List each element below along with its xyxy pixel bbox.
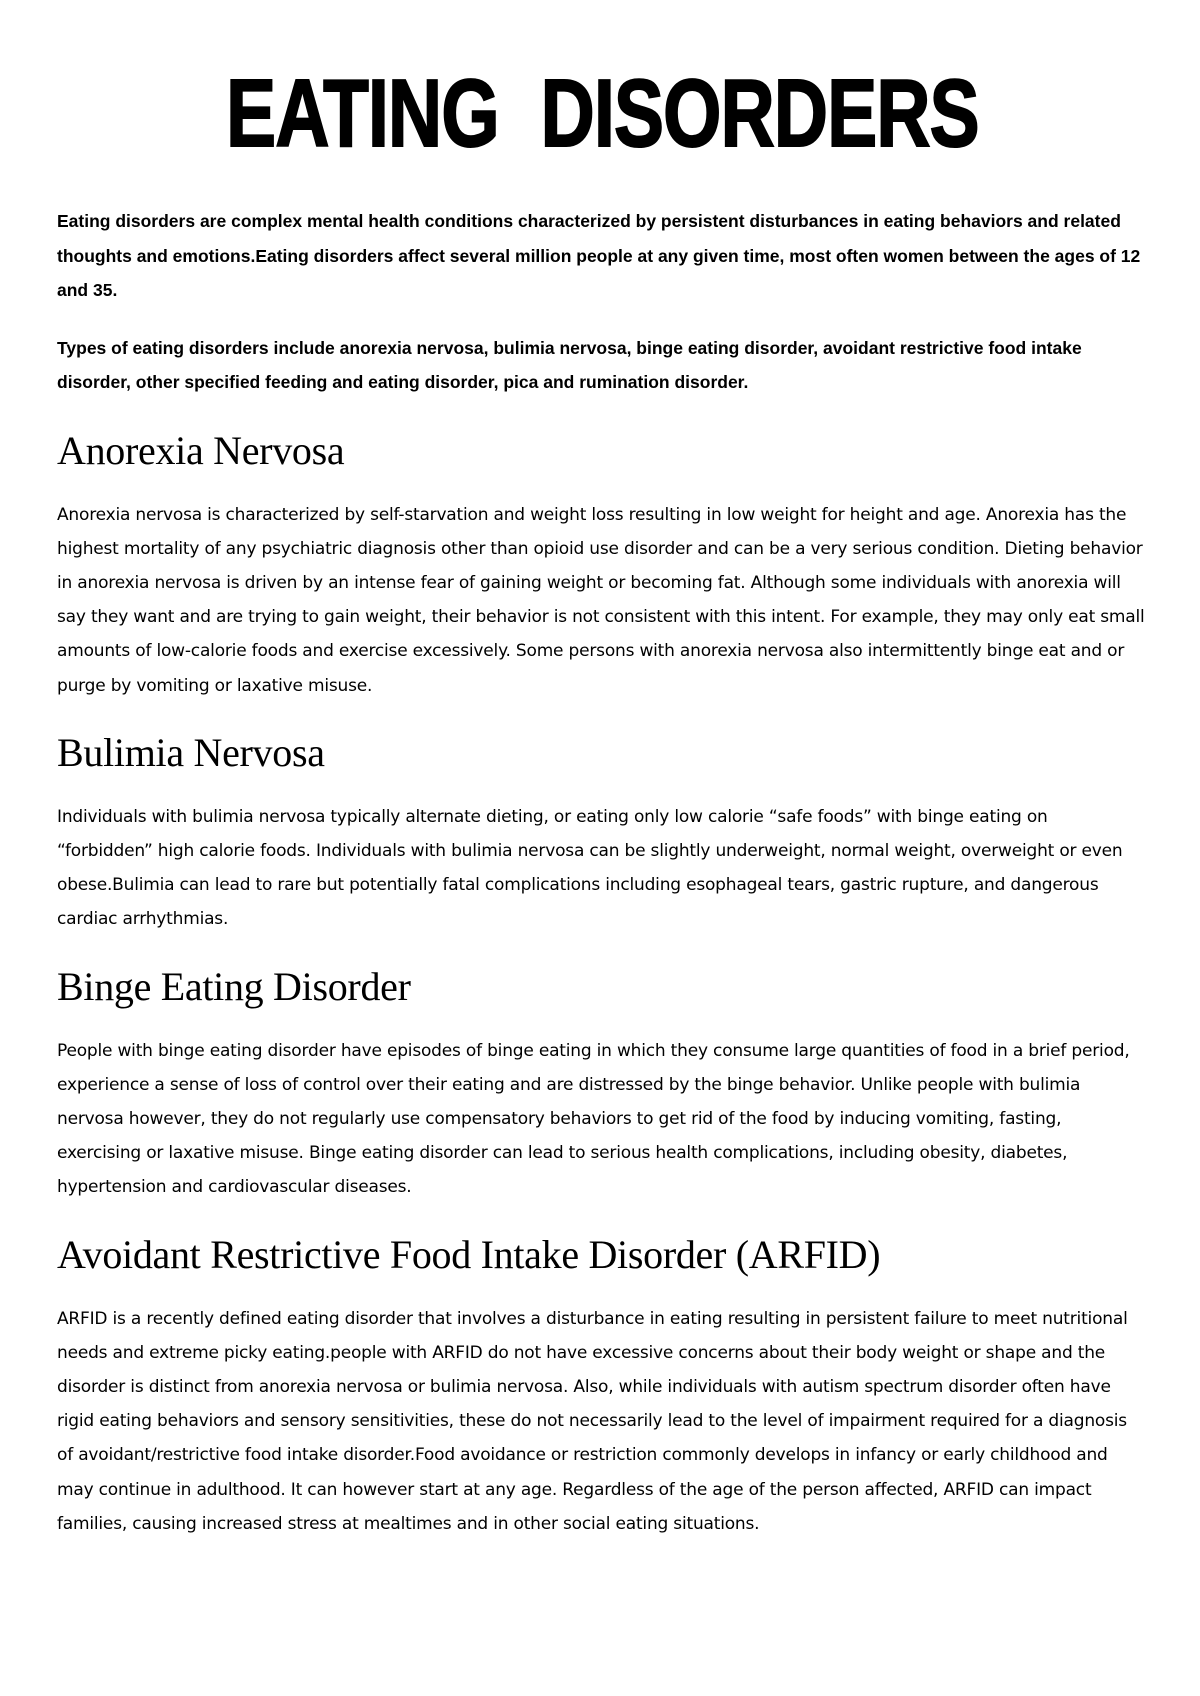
section-body-bulimia-nervosa: Individuals with bulimia nervosa typically alternate dieting, or eating only low calorie “safe foods” with binge eating on “forbidden” high calorie foods. Individuals with bulimia nervosa can be slightly underweight, normal weight, overweight or even obese.Bulimia can lead to rare but potentially fatal complications including esophageal tears, gastric rupture, and dangerous cardiac arrhythmias.	[57, 806, 1123, 930]
section-body-anorexia-nervosa: Anorexia nervosa is characterized by self-starvation and weight loss resulting in low weight for height and age. Anorexia has the highest mortality of any psychiatric diagnosis other than opioid use disorder and can be a very serious condition. Dieting behavior in anorexia nervosa is driven by an intense fear of gaining weight or becoming fat. Although some individuals with anorexia will say they want and are trying to gain weight, their behavior is not consistent with this intent. For example, they may only eat small amounts of low-calorie foods and exercise excessively. Some persons with anorexia nervosa also intermittently binge eat and or purge by vomiting or laxative misuse.	[57, 504, 1145, 696]
section-body-binge-eating-disorder: People with binge eating disorder have episodes of binge eating in which they consume large quantities of food in a brief period, experience a sense of loss of control over their eating and are distressed by the binge behavior. Unlike people with bulimia nervosa however, they do not regularly use compensatory behaviors to get rid of the food by inducing vomiting, fasting, exercising or laxative misuse. Binge eating disorder can lead to serious health complications, including obesity, diabetes, hypertension and cardiovascular diseases.	[57, 1040, 1130, 1198]
section-body-arfid: ARFID is a recently defined eating disorder that involves a disturbance in eating resulting in persistent failure to meet nutritional needs and extreme picky eating.people with ARFID do not have excessive concerns about their body weight or shape and the disorder is distinct from anorexia nervosa or bulimia nervosa. Also, while individuals with autism spectrum disorder often have rigid eating behaviors and sensory sensitivities, these do not necessarily lead to the level of impairment required for a diagnosis of avoidant/restrictive food intake disorder.Food avoidance or restriction commonly develops in infancy or early childhood and may continue in adulthood. It can however start at any age. Regardless of the age of the person affected, ARFID can impact families, causing increased stress at mealtimes and in other social eating situations.	[57, 1308, 1128, 1534]
section-heading-binge-eating-disorder: Binge Eating Disorder	[57, 963, 411, 1009]
section-heading-bulimia-nervosa: Bulimia Nervosa	[57, 729, 325, 775]
intro-paragraph: Types of eating disorders include anorexia nervosa, bulimia nervosa, binge eating disorder, avoidant restrictive food intake disorder, other specified feeding and eating disorder, pica and rumination disorder.	[57, 337, 1082, 392]
section-heading-anorexia-nervosa: Anorexia Nervosa	[57, 427, 345, 473]
page-title: EATING DISORDERS	[226, 60, 979, 167]
intro-paragraph: Eating disorders are complex mental health conditions characterized by persistent disturbances in eating behaviors and related thoughts and emotions.Eating disorders affect several million people at any given time, most often women between the ages of 12 and 35.	[57, 211, 1141, 300]
section-heading-arfid: Avoidant Restrictive Food Intake Disorder (ARFID)	[57, 1231, 881, 1277]
